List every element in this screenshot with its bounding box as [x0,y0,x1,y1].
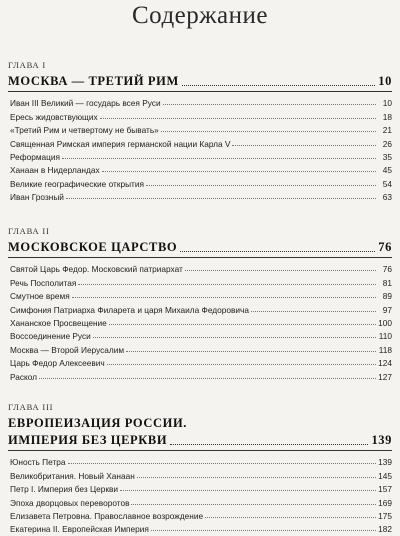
toc-entry[interactable] [10,508,392,521]
entry-title: Симфония Патриарха Филарета и царя Михаила Федоровича [10,304,249,315]
chapter-page: 10 [378,74,392,88]
leader-dots [146,185,376,186]
entry-title: «Третий Рим и четвертому не бывать» [10,125,159,136]
page-title: Содержание [132,2,268,29]
entry-page: 169 [378,497,392,508]
toc-entry[interactable] [10,368,392,381]
entry-title: Святой Царь Федор. Московский патриархат [10,264,183,275]
chapter-heading[interactable] [8,240,392,255]
toc-entry[interactable] [10,301,392,314]
entry-title: Москва — Второй Иерусалим [10,344,125,355]
entry-page: 124 [378,358,392,369]
entry-title: Иван Грозный [10,192,64,203]
chapter-title: ИМПЕРИЯ БЕЗ ЦЕРКВИ [8,433,168,447]
entry-list [8,261,392,382]
chapter-heading[interactable] [8,433,392,448]
entry-title: Эпоха дворцовых переворотов [10,497,130,508]
chapter-label: ГЛАВА I [8,60,47,70]
entry-list [8,454,392,534]
entry-page: 76 [382,264,392,275]
toc-entry[interactable] [10,355,392,368]
leader-dots [68,463,377,464]
leader-dots [93,337,376,338]
entry-title: Великобритания. Новый Ханаан [10,470,135,481]
entry-page: 18 [382,111,392,122]
toc-entry[interactable] [10,467,392,480]
entry-title: Священная Римская империя германской нации Карла V [10,138,231,149]
leader-dots [185,270,376,271]
leader-dots [102,171,376,172]
leader-dots [107,364,376,365]
entry-page: 26 [382,138,392,149]
leader-dots [126,351,376,352]
entry-page: 100 [378,317,392,328]
toc-entry[interactable] [10,274,392,287]
entry-page: 63 [382,192,392,203]
chapter-title: МОСКОВСКОЕ ЦАРСТВО [8,240,178,254]
entry-title: Екатерина II. Европейская Империя [10,524,149,535]
leader-dots [182,85,375,86]
toc-entry[interactable] [10,315,392,328]
leader-dots [39,378,376,379]
entry-title: Речь Посполитая [10,277,77,288]
toc-entry[interactable] [10,454,392,467]
entry-page: 89 [382,291,392,302]
entry-title: Воссоединение Руси [10,331,91,342]
entry-title: Елизавета Петровна. Православное возрождение [10,510,204,521]
leader-dots [232,145,376,146]
leader-dots [137,477,376,478]
chapter-3 [8,402,392,534]
toc-entry[interactable] [10,481,392,494]
leader-dots [205,517,376,518]
entry-page: 10 [382,98,392,109]
entry-page: 182 [378,524,392,535]
toc-entry[interactable] [10,108,392,121]
leader-dots [72,297,376,298]
entry-title: Юность Петра [10,457,66,468]
entry-title: Хананское Просвещение [10,317,107,328]
entry-title: Реформация [10,151,61,162]
entry-page: 127 [378,371,392,382]
leader-dots [251,311,376,312]
entry-page: 110 [378,331,392,342]
leader-dots [170,444,368,445]
toc-entry[interactable] [10,175,392,188]
toc-entry[interactable] [10,494,392,507]
chapter-title: МОСКВА — ТРЕТИЙ РИМ [8,74,179,88]
entry-title: Смутное время [10,291,70,302]
entry-page: 81 [382,277,392,288]
entry-page: 54 [382,178,392,189]
divider [8,450,392,451]
leader-dots [161,131,376,132]
leader-dots [120,490,376,491]
chapter-label: ГЛАВА III [8,402,54,412]
entry-page: 45 [382,165,392,176]
chapter-title-line1: ЕВРОПЕИЗАЦИЯ РОССИИ. [8,416,188,430]
toc-entry[interactable] [10,135,392,148]
leader-dots [163,104,376,105]
entry-title: Царь Федор Алексеевич [10,358,105,369]
entry-page: 97 [382,304,392,315]
leader-dots [180,251,375,252]
entry-title: Иван III Великий — государь всея Руси [10,98,161,109]
entry-page: 118 [378,344,392,355]
toc-entry[interactable] [10,288,392,301]
toc-entry[interactable] [10,122,392,135]
toc-entry[interactable] [10,162,392,175]
toc-entry[interactable] [10,149,392,162]
chapter-page: 76 [378,240,392,254]
toc-entry[interactable] [10,328,392,341]
leader-dots [66,198,376,199]
leader-dots [131,504,376,505]
chapter-heading[interactable] [8,74,392,89]
entry-title: Великие географические открытия [10,178,144,189]
entry-list [8,95,392,202]
chapter-label: ГЛАВА II [8,226,50,236]
chapter-1 [8,60,392,202]
entry-page: 145 [378,470,392,481]
toc-entry[interactable] [10,521,392,534]
toc-entry[interactable] [10,95,392,108]
divider [8,257,392,258]
entry-title: Ересь жидовствующих [10,111,98,122]
entry-title: Ханаан в Нидерландах [10,165,100,176]
toc-entry[interactable] [10,261,392,274]
leader-dots [78,284,376,285]
chapter-2 [8,226,392,382]
entry-page: 175 [378,510,392,521]
entry-title: Раскол [10,371,38,382]
entry-page: 35 [382,151,392,162]
entry-page: 21 [382,125,392,136]
entry-page: 139 [378,457,392,468]
chapter-page: 139 [371,433,392,447]
leader-dots [109,324,376,325]
divider [8,91,392,92]
leader-dots [151,530,376,531]
toc-entry[interactable] [10,341,392,354]
leader-dots [62,158,376,159]
entry-title: Петр I. Империя без Церкви [10,484,118,495]
leader-dots [100,118,376,119]
entry-page: 157 [378,484,392,495]
toc-entry[interactable] [10,189,392,202]
